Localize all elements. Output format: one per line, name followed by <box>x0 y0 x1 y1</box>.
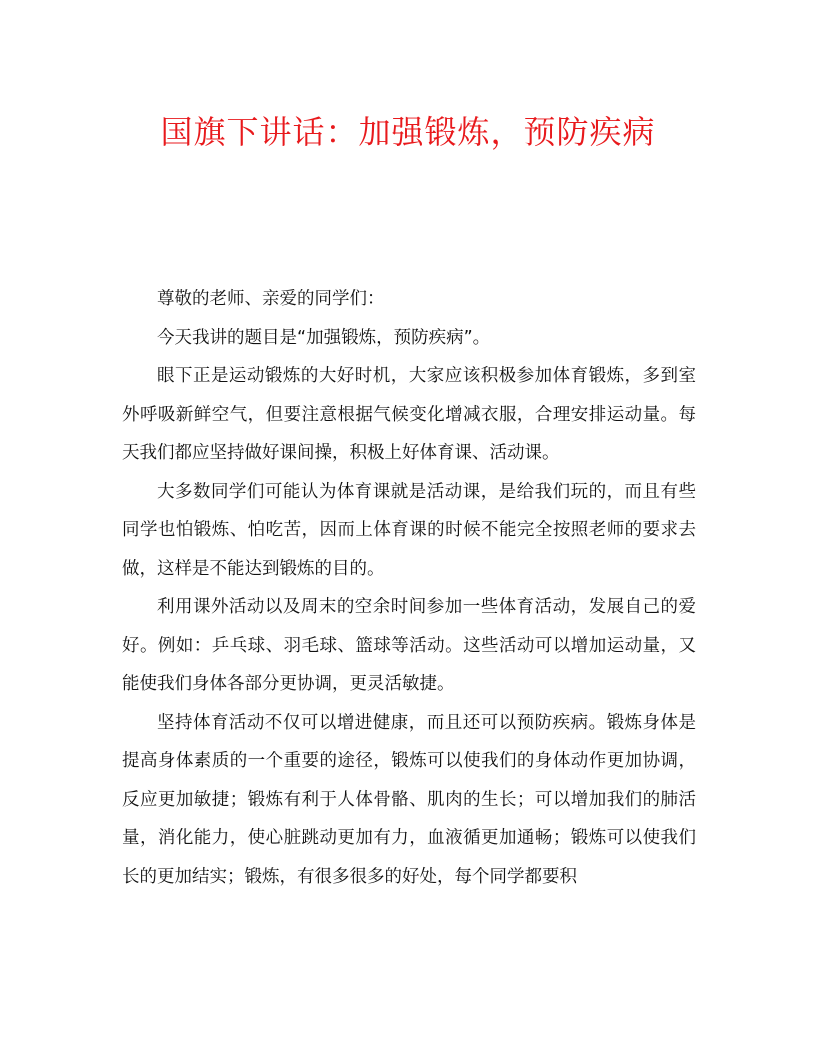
document-title: 国旗下讲话：加强锻炼，预防疾病 <box>160 113 656 151</box>
document-body <box>122 280 696 896</box>
paragraph-activities: 利用课外活动以及周末的空余时间参加一些体育活动，发展自己的爱好。例如：乒乓球、羽毛球、篮球等活动。这些活动可以增加运动量，又能使我们身体各部分更协调，更灵活敏捷。 <box>122 597 696 694</box>
paragraph-pe-class: 大多数同学们可能认为体育课就是活动课，是给我们玩的，而且有些同学也怕锻炼、怕吃苦，因而上体育课的时候不能完全按照老师的要求去做，这样是不能达到锻炼的目的。 <box>122 481 696 579</box>
paragraph-benefits: 坚持体育活动不仅可以增进健康，而且还可以预防疾病。锻炼身体是提高身体素质的一个重要的途径，锻炼可以使我们的身体动作更加协调，反应更加敏捷；锻炼有利于人体骨骼、肌肉的生长；可以增加我们的肺活量，消化能力，使心脏跳动更加有力，血液循更加通畅；锻炼可以使我们长的更加结实；锻炼，有很多很多的好处，每个同学都要积 <box>122 712 696 887</box>
paragraph-greeting: 尊敬的老师、亲爱的同学们： <box>157 289 385 309</box>
paragraph-timing: 眼下正是运动锻炼的大好时机，大家应该积极参加体育锻炼，多到室外呼吸新鲜空气，但要注意根据气候变化增减衣服，合理安排运动量。每天我们都应坚持做好课间操，积极上好体育课、活动课。 <box>122 366 696 463</box>
paragraph-topic: 今天我讲的题目是“加强锻炼，预防疾病”。 <box>157 327 491 348</box>
